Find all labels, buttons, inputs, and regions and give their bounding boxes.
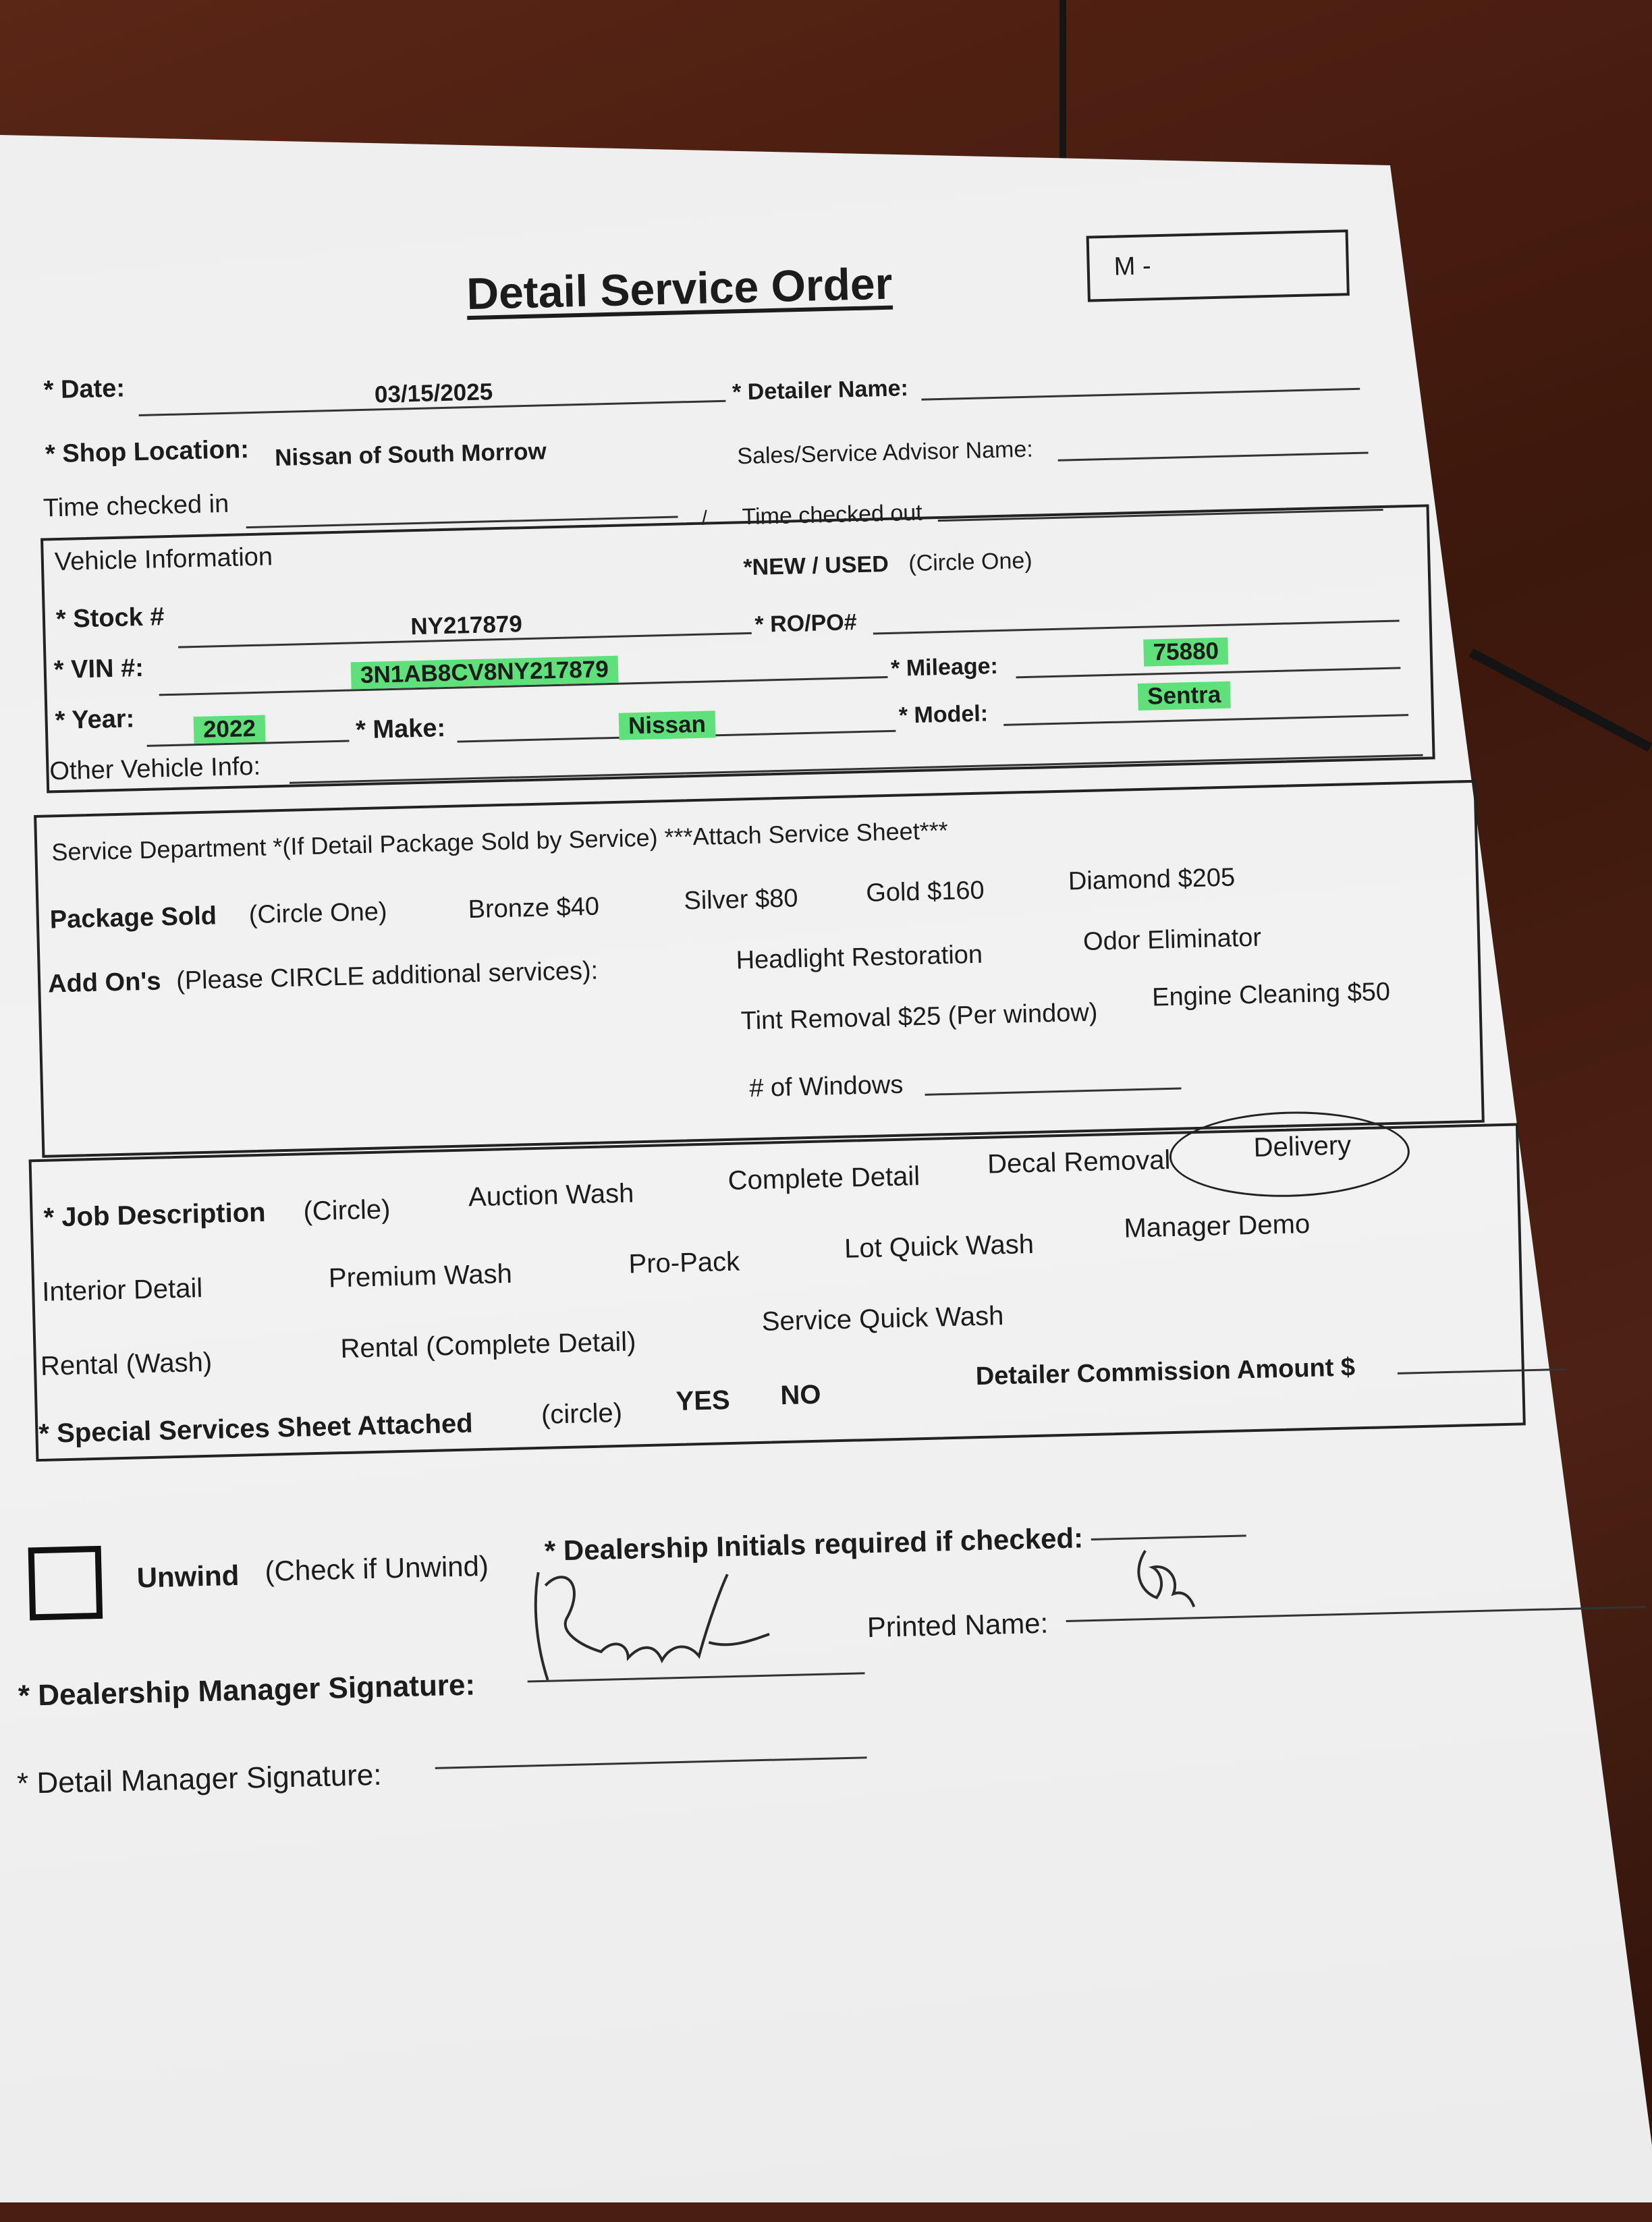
detailer-name-label: * Detailer Name: [732,375,909,406]
special-services-label: * Special Services Sheet Attached [38,1408,474,1449]
job-delivery[interactable]: Delivery [1253,1130,1352,1163]
shop-location-label: * Shop Location: [45,435,250,469]
job-decal-removal[interactable]: Decal Removal [987,1144,1171,1179]
time-separator: / [701,507,708,530]
time-checked-in-label: Time checked in [43,489,229,523]
package-silver[interactable]: Silver $80 [683,884,798,916]
job-rental-complete-detail[interactable]: Rental (Complete Detail) [340,1327,636,1364]
ro-po-label: * RO/PO# [754,609,858,638]
advisor-name-label: Sales/Service Advisor Name: [736,436,1034,470]
detail-manager-signature-label: * Detail Manager Signature: [16,1758,383,1801]
package-gold[interactable]: Gold $160 [865,876,985,908]
package-diamond[interactable]: Diamond $205 [1068,863,1236,896]
package-sold-label: Package Sold [49,901,217,935]
year-label: * Year: [55,704,135,735]
time-checked-out-label: Time checked out [742,499,923,530]
job-pro-pack[interactable]: Pro-Pack [628,1246,740,1279]
stock-label: * Stock # [55,603,165,634]
dealership-initials-line[interactable] [1091,1534,1246,1540]
form-title: Detail Service Order [466,258,893,319]
model-label: * Model: [898,700,989,729]
job-auction-wash[interactable]: Auction Wash [468,1178,634,1213]
vin-value: 3N1AB8CV8NY217879 [351,656,619,690]
service-department-header: Service Department *(If Detail Package Sold by Service) ***Attach Service Sheet*** [51,816,949,866]
windows-label: # of Windows [748,1070,904,1103]
detailer-name-line[interactable] [921,388,1360,401]
new-used-label: *NEW / USED [742,551,889,581]
manager-signature-scribble [524,1539,784,1694]
detailer-commission-label: Detailer Commission Amount $ [975,1353,1356,1391]
job-manager-demo[interactable]: Manager Demo [1123,1209,1311,1244]
special-services-hint: (circle) [541,1397,623,1430]
unwind-checkbox[interactable] [28,1546,103,1621]
package-sold-hint: (Circle One) [248,897,388,930]
vehicle-info-label: Vehicle Information [54,543,273,577]
vin-label: * VIN #: [53,653,144,685]
other-vehicle-info-label: Other Vehicle Info: [49,752,261,786]
year-value: 2022 [194,715,266,744]
addon-odor-eliminator[interactable]: Odor Eliminator [1082,923,1262,957]
printed-name-label: Printed Name: [866,1607,1049,1644]
job-premium-wash[interactable]: Premium Wash [328,1258,513,1294]
addons-hint: (Please CIRCLE additional services): [175,956,599,995]
special-services-yes[interactable]: YES [676,1385,731,1416]
stock-value: NY217879 [410,611,523,640]
package-bronze[interactable]: Bronze $40 [468,892,600,924]
mileage-label: * Mileage: [890,653,999,682]
addon-tint-removal[interactable]: Tint Removal $25 (Per window) [740,998,1098,1036]
shop-location-value: Nissan of South Morrow [274,438,547,472]
job-interior-detail[interactable]: Interior Detail [41,1273,203,1307]
dealership-initials-label: * Dealership Initials required if checked: [544,1522,1084,1567]
mileage-value: 75880 [1143,638,1228,667]
new-used-hint: (Circle One) [908,547,1033,577]
job-description-hint: (Circle) [303,1194,391,1227]
job-lot-quick-wash[interactable]: Lot Quick Wash [844,1229,1035,1264]
addons-label: Add On's [47,967,162,999]
advisor-name-line[interactable] [1058,452,1369,462]
job-complete-detail[interactable]: Complete Detail [727,1161,920,1196]
make-value: Nissan [619,711,716,740]
order-number-prefix: M - [1113,252,1152,281]
date-label: * Date: [43,374,126,405]
addon-engine-cleaning[interactable]: Engine Cleaning $50 [1151,977,1391,1012]
unwind-hint: (Check if Unwind) [264,1549,489,1587]
job-description-label: * Job Description [43,1197,267,1233]
model-value: Sentra [1138,682,1231,711]
job-service-quick-wash[interactable]: Service Quick Wash [761,1301,1004,1337]
job-rental-wash[interactable]: Rental (Wash) [40,1347,213,1381]
printed-name-scribble [1125,1543,1208,1619]
special-services-no[interactable]: NO [779,1379,821,1411]
addon-headlight-restoration[interactable]: Headlight Restoration [736,940,983,975]
order-number-box[interactable] [1086,229,1350,302]
detail-manager-signature-line[interactable] [435,1756,867,1769]
unwind-label: Unwind [136,1559,240,1594]
dealership-manager-signature-label: * Dealership Manager Signature: [18,1668,476,1713]
date-value: 03/15/2025 [374,379,493,408]
make-label: * Make: [355,714,446,745]
